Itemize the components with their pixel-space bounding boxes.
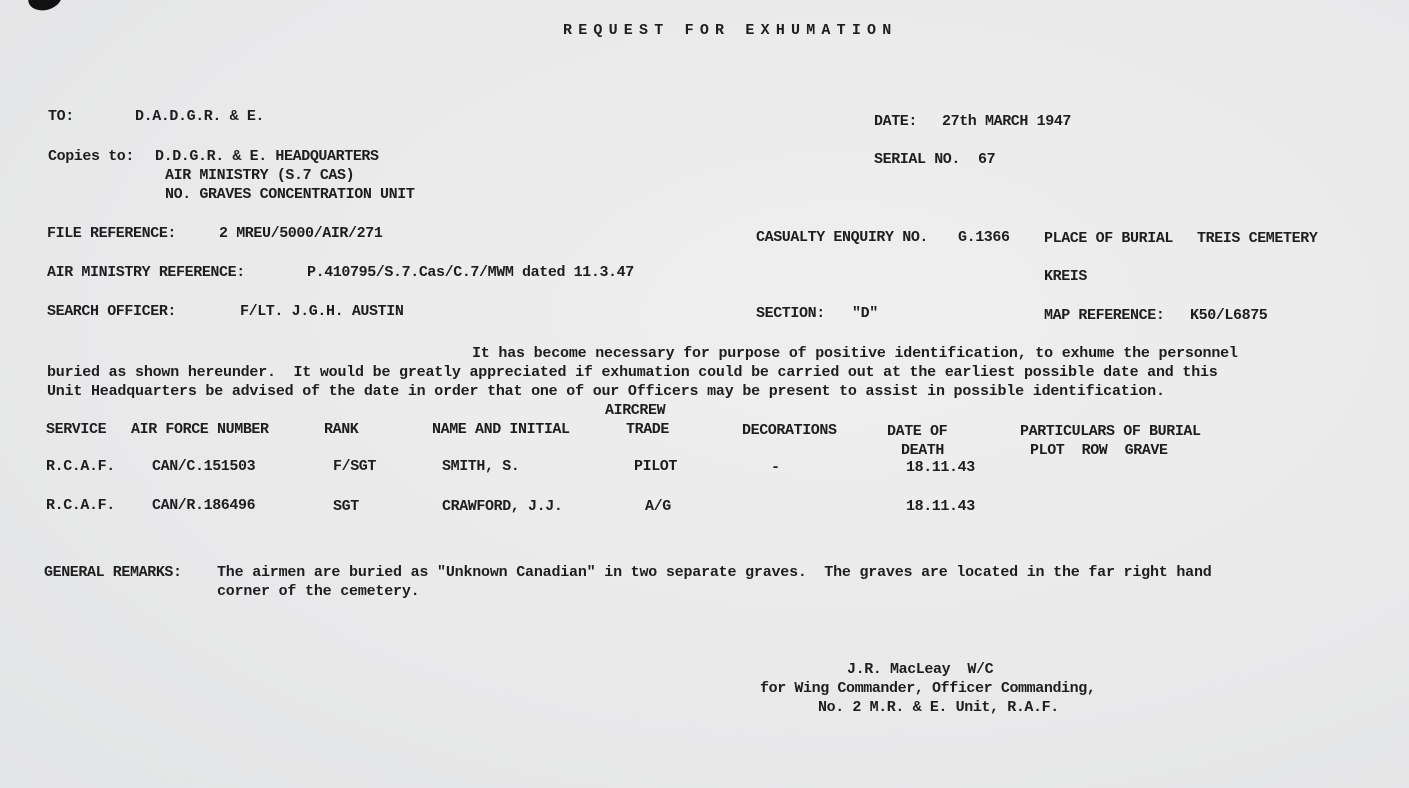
header-particulars: PARTICULARS OF BURIAL [1020,423,1201,440]
map-reference-value: K50/L6875 [1190,307,1268,324]
file-reference-value: 2 MREU/5000/AIR/271 [219,225,383,242]
header-decorations: DECORATIONS [742,422,837,439]
cell-air-force-number: CAN/C.151503 [152,458,256,475]
cell-decorations: - [771,459,780,476]
signature-name: J.R. MacLeay W/C [847,661,994,678]
cell-rank: SGT [333,498,359,515]
copies-item: NO. GRAVES CONCENTRATION UNIT [165,186,415,203]
air-ministry-reference-value: P.410795/S.7.Cas/C.7/MWM dated 11.3.47 [307,264,634,281]
casualty-enquiry-label: CASUALTY ENQUIRY NO. [756,229,929,246]
header-rank: RANK [324,421,359,438]
copies-item: AIR MINISTRY (S.7 CAS) [165,167,355,184]
cell-service: R.C.A.F. [46,497,115,514]
search-officer-label: SEARCH OFFICER: [47,303,177,320]
general-remarks-line: corner of the cemetery. [217,583,420,600]
copies-label: Copies to: [48,148,135,165]
cell-name: CRAWFORD, J.J. [442,498,563,515]
to-label: TO: [48,108,74,125]
header-date-of-death: DATE OF [887,423,948,440]
cell-service: R.C.A.F. [46,458,115,475]
file-reference-label: FILE REFERENCE: [47,225,177,242]
header-service: SERVICE [46,421,107,438]
cell-rank: F/SGT [333,458,377,475]
map-reference-label: MAP REFERENCE: [1044,307,1165,324]
cell-trade: A/G [645,498,671,515]
body-line: Unit Headquarters be advised of the date in order that one of our Officers may be present to assist in possible identification. [47,383,1165,400]
cell-air-force-number: CAN/R.186496 [152,497,256,514]
serial-label: SERIAL NO. [874,151,961,168]
section-value: "D" [852,305,878,322]
cell-date-of-death: 18.11.43 [906,498,975,515]
place-of-burial-label: PLACE OF BURIAL [1044,230,1174,247]
to-value: D.A.D.G.R. & E. [135,108,265,125]
kreis-label: KREIS [1044,268,1088,285]
date-value: 27th MARCH 1947 [942,113,1072,130]
header-date-of-death: DEATH [901,442,945,459]
air-ministry-reference-label: AIR MINISTRY REFERENCE: [47,264,245,281]
serial-value: 67 [978,151,996,168]
general-remarks-line: The airmen are buried as "Unknown Canadian" in two separate graves. The graves are located in the far right hand [217,564,1212,581]
casualty-enquiry-value: G.1366 [958,229,1010,246]
cell-trade: PILOT [634,458,678,475]
ink-blot [25,0,64,14]
search-officer-value: F/LT. J.G.H. AUSTIN [240,303,404,320]
header-aircrew-trade: AIRCREW [605,402,666,419]
body-line: It has become necessary for purpose of positive identification, to exhume the personnel [472,345,1238,362]
place-of-burial-value: TREIS CEMETERY [1197,230,1318,247]
general-remarks-label: GENERAL REMARKS: [44,564,182,581]
date-label: DATE: [874,113,918,130]
copies-item: D.D.G.R. & E. HEADQUARTERS [155,148,379,165]
header-aircrew-trade: TRADE [626,421,670,438]
header-plot-row-grave: PLOT ROW GRAVE [1030,442,1168,459]
body-line: buried as shown hereunder. It would be greatly appreciated if exhumation could be carried out at the earliest possible date and this [47,364,1218,381]
document-title: REQUEST FOR EXHUMATION [563,22,898,39]
cell-name: SMITH, S. [442,458,520,475]
signature-unit: No. 2 M.R. & E. Unit, R.A.F. [818,699,1059,716]
header-air-force-number: AIR FORCE NUMBER [131,421,269,438]
header-name: NAME AND INITIAL [432,421,570,438]
signature-title: for Wing Commander, Officer Commanding, [760,680,1096,697]
cell-date-of-death: 18.11.43 [906,459,975,476]
section-label: SECTION: [756,305,825,322]
